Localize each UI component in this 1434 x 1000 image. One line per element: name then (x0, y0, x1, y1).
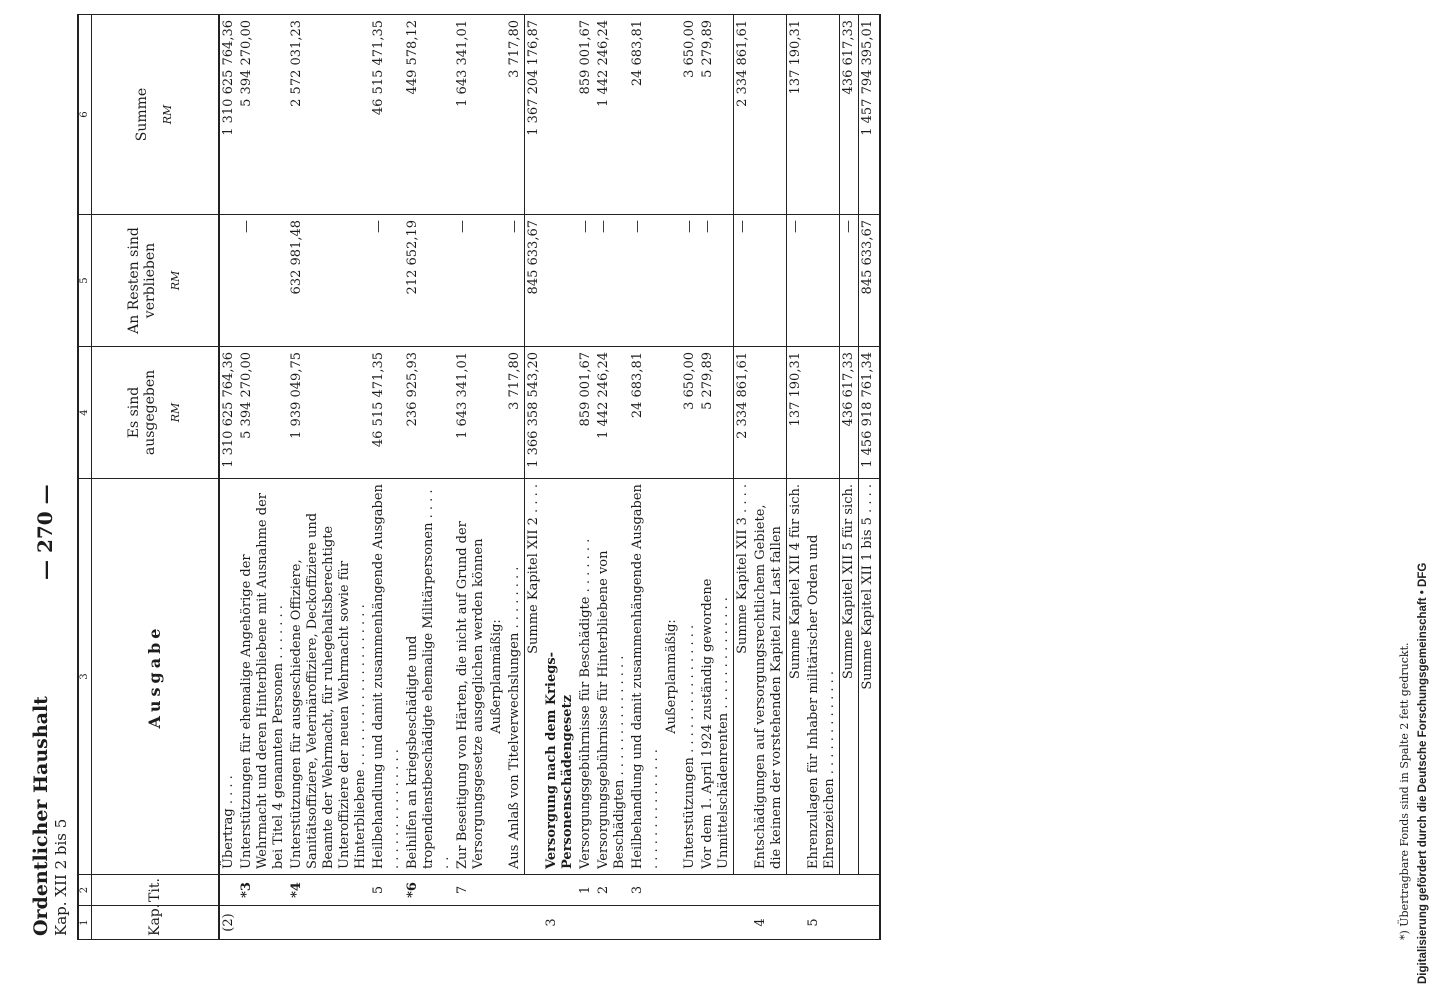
header-ausgabe (92, 479, 220, 875)
tit-cell (859, 875, 881, 906)
tit-cell: *3 (238, 875, 288, 906)
spent-cell: 46 515 471,35 (370, 347, 404, 479)
total-cell: 859 001,67 (577, 15, 595, 215)
description-cell: Außerplanmäßig: (663, 479, 681, 875)
table-row (577, 15, 595, 940)
spent-cell (805, 347, 840, 479)
remaining-cell: — (577, 215, 595, 347)
tit-cell (681, 875, 699, 906)
spent-cell: 1 442 246,24 (595, 347, 629, 479)
tit-cell (787, 875, 806, 906)
total-cell: 449 578,12 (404, 15, 454, 215)
colnum-5: 5 (78, 215, 92, 347)
kap-cell (370, 906, 404, 940)
kap-cell (859, 906, 881, 940)
spent-cell: 5 394 270,00 (238, 347, 288, 479)
header-resten-label: An Resten sind verblieben (126, 227, 158, 334)
table-row (454, 15, 488, 940)
table-row (219, 15, 238, 940)
tit-cell (488, 875, 506, 906)
kap-cell (595, 906, 629, 940)
spent-cell (488, 347, 506, 479)
header-resten (92, 215, 220, 347)
colnum-2: 2 (78, 875, 92, 906)
spent-cell: 1 366 358 543,20 (525, 347, 544, 479)
tit-cell (506, 875, 525, 906)
tit-cell: *4 (288, 875, 370, 906)
header-ausgegeben (92, 347, 220, 479)
kap-cell (288, 906, 370, 940)
spent-cell: 1 643 341,01 (454, 347, 488, 479)
remaining-cell: 845 633,67 (525, 215, 544, 347)
tit-cell (752, 875, 787, 906)
colnum-6: 6 (78, 15, 92, 215)
remaining-cell: — (370, 215, 404, 347)
sum-row (525, 15, 544, 940)
description-cell: Summe Kapitel XII 1 bis 5 . . . . (859, 479, 881, 875)
dfg-side-svg (1412, 6, 1432, 991)
tit-cell (734, 875, 753, 906)
chapter-range: Kap. XII 2 bis 5 (52, 818, 70, 936)
unit-label: RM (169, 402, 182, 423)
table-row (752, 15, 787, 940)
total-cell: 1 442 246,24 (595, 15, 629, 215)
remaining-cell (543, 215, 577, 347)
total-cell (752, 15, 787, 215)
tit-cell: 2 (595, 875, 629, 906)
description-cell: Versorgungsgebührnisse für Beschädigte . . . . . . . (577, 479, 595, 875)
table-row (681, 15, 699, 940)
dfg-side-text (1412, 6, 1432, 991)
kap-cell: 5 (805, 906, 840, 940)
remaining-cell: — (506, 215, 525, 347)
total-cell: 5 394 270,00 (238, 15, 288, 215)
header-summe-label: Summe (134, 87, 150, 142)
total-cell (663, 15, 681, 215)
colnum-4: 4 (78, 347, 92, 479)
description-cell: Heilbehandlung und damit zusammenhängende Ausgaben . . . . . . . . . . . . . . . (370, 479, 404, 875)
table-row (488, 15, 506, 940)
header-ausgegeben-label: Es sind ausgegeben (126, 369, 158, 456)
total-cell (488, 15, 506, 215)
page-number: — 270 — (33, 484, 57, 580)
remaining-cell: — (681, 215, 699, 347)
kap-cell (629, 906, 663, 940)
table-row (595, 15, 629, 940)
table-row (663, 15, 681, 940)
spent-cell: 137 190,31 (787, 347, 806, 479)
table-row (370, 15, 404, 940)
budget-title: Ordentlicher Haushalt (30, 696, 52, 936)
kap-cell (506, 906, 525, 940)
header-summe (92, 15, 220, 215)
colnum-3: 3 (78, 479, 92, 875)
spent-cell (663, 347, 681, 479)
remaining-cell: — (699, 215, 734, 347)
remaining-cell: — (454, 215, 488, 347)
unit-label: RM (161, 104, 174, 125)
description-cell: Beihilfen an kriegsbeschädigte und tropendienstbeschädigte ehemalige Militärpersonen . . . . . . (404, 479, 454, 875)
sum-row (840, 15, 859, 940)
spent-cell: 1 456 918 761,34 (859, 347, 881, 479)
table-row (506, 15, 525, 940)
total-cell: 1 310 625 764,36 (219, 15, 238, 215)
description-cell: Übertrag . . . . (219, 479, 238, 875)
total-cell: 5 279,89 (699, 15, 734, 215)
description-cell: Entschädigungen auf versorgungsrechtlichem Gebiete, die keinem der vorstehenden Kapitel zur Last fallen (752, 479, 787, 875)
kap-cell (577, 906, 595, 940)
footnote: *) Übertragbare Fonds sind in Spalte 2 fett gedruckt. (1398, 642, 1411, 940)
spent-cell: 436 617,33 (840, 347, 859, 479)
description-cell: Summe Kapitel XII 4 für sich. (787, 479, 806, 875)
column-number-row (78, 15, 92, 940)
dfg-side-label: Digitalisierung gefördert durch die Deutsche Forschungsgemeinschaft • DFG (1417, 562, 1429, 984)
header-ausgabe-label: Ausgabe (144, 624, 164, 729)
table-row (288, 15, 370, 940)
total-cell: 2 572 031,23 (288, 15, 370, 215)
kap-cell (663, 906, 681, 940)
remaining-cell (805, 215, 840, 347)
tit-cell: 7 (454, 875, 488, 906)
description-cell: Summe Kapitel XII 3 . . . . (734, 479, 753, 875)
description-cell: Außerplanmäßig: (488, 479, 506, 875)
description-cell: Vor dem 1. April 1924 zuständig gewordene Unmittelschädenrenten . . . . . . . . . . . . . . (699, 479, 734, 875)
spent-cell: 3 650,00 (681, 347, 699, 479)
remaining-cell: 212 652,19 (404, 215, 454, 347)
spent-cell: 1 310 625 764,36 (219, 347, 238, 479)
spent-cell (752, 347, 787, 479)
spent-cell: 3 717,80 (506, 347, 525, 479)
tit-cell (525, 875, 544, 906)
remaining-cell: — (840, 215, 859, 347)
remaining-cell (663, 215, 681, 347)
remaining-cell: 845 633,67 (859, 215, 881, 347)
remaining-cell: — (787, 215, 806, 347)
header-kap: Kap. (92, 906, 220, 940)
table-row (238, 15, 288, 940)
spent-cell: 1 939 049,75 (288, 347, 370, 479)
remaining-cell: — (595, 215, 629, 347)
kap-cell (681, 906, 699, 940)
kap-cell (488, 906, 506, 940)
kap-cell (840, 906, 859, 940)
sum-row (734, 15, 753, 940)
kap-cell (734, 906, 753, 940)
spent-cell: 2 334 861,61 (734, 347, 753, 479)
remaining-cell: — (238, 215, 288, 347)
remaining-cell (219, 215, 238, 347)
colnum-1: 1 (78, 906, 92, 940)
expenditure-table (77, 14, 881, 940)
kap-cell (238, 906, 288, 940)
total-cell: 1 457 794 395,01 (859, 15, 881, 215)
description-cell: Versorgung nach dem Kriegs-Personenschädengesetz (543, 479, 577, 875)
spent-cell: 236 925,93 (404, 347, 454, 479)
kap-cell (454, 906, 488, 940)
kap-cell: (2) (219, 906, 238, 940)
total-cell: 137 190,31 (787, 15, 806, 215)
sum-row (787, 15, 806, 940)
total-cell: 2 334 861,61 (734, 15, 753, 215)
description-cell: Aus Anlaß von Titelverwechslungen . . . . . . . . (506, 479, 525, 875)
total-cell: 3 650,00 (681, 15, 699, 215)
description-cell: Unterstützungen für ausgeschiedene Offiziere, Sanitätsoffiziere, Veterinäroffiziere, Deckoffiziere und Beamte der Wehrmacht, für ruhegehaltsberechtigte Unteroffiziere der neuen Wehrmacht sowie für Hinterbliebene . . . . . . . . . . . . . . . . . . . . (288, 479, 370, 875)
description-cell: Versorgungsgebührnisse für Hinterbliebene von Beschädigten . . . . . . . . . . . . . . . (595, 479, 629, 875)
table-row (629, 15, 663, 940)
spent-cell: 859 001,67 (577, 347, 595, 479)
tit-cell (543, 875, 577, 906)
total-cell: 1 643 341,01 (454, 15, 488, 215)
kap-cell (699, 906, 734, 940)
total-cell: 3 717,80 (506, 15, 525, 215)
description-cell: Unterstützungen für ehemalige Angehörige der Wehrmacht und deren Hinterbliebene mit Ausnahme der bei Titel 4 genannten Personen . . . . . . . (238, 479, 288, 875)
tit-cell (219, 875, 238, 906)
kap-cell (404, 906, 454, 940)
tit-cell (663, 875, 681, 906)
column-header-row (92, 15, 220, 940)
total-cell (805, 15, 840, 215)
spent-cell: 24 683,81 (629, 347, 663, 479)
description-cell: Summe Kapitel XII 2 . . . . (525, 479, 544, 875)
tit-cell (699, 875, 734, 906)
description-cell: Ehrenzulagen für Inhaber militärischer Orden und Ehrenzeichen . . . . . . . . . . . . . (805, 479, 840, 875)
kap-cell: 3 (543, 906, 577, 940)
remaining-cell: — (629, 215, 663, 347)
total-cell: 1 367 204 176,87 (525, 15, 544, 215)
tit-cell: 5 (370, 875, 404, 906)
unit-label: RM (169, 270, 182, 291)
table-body (219, 15, 880, 940)
kap-cell: 4 (752, 906, 787, 940)
spent-cell: 5 279,89 (699, 347, 734, 479)
description-cell: Zur Beseitigung von Härten, die nicht auf Grund der Versorgungsgesetze ausgeglichen werden können (454, 479, 488, 875)
sum-row (859, 15, 881, 940)
spent-cell (543, 347, 577, 479)
remaining-cell: — (734, 215, 753, 347)
tit-cell: 1 (577, 875, 595, 906)
tit-cell (840, 875, 859, 906)
total-cell: 436 617,33 (840, 15, 859, 215)
tit-cell (805, 875, 840, 906)
header-tit: Tit. (92, 875, 220, 906)
description-cell: Heilbehandlung und damit zusammenhängende Ausgaben . . . . . . . . . . . . . . . (629, 479, 663, 875)
description-cell: Unterstützungen . . . . . . . . . . . . . . . . (681, 479, 699, 875)
table-row (543, 15, 577, 940)
remaining-cell (488, 215, 506, 347)
table-row (404, 15, 454, 940)
description-cell: Summe Kapitel XII 5 für sich. (840, 479, 859, 875)
kap-cell (525, 906, 544, 940)
table-row (805, 15, 840, 940)
remaining-cell: 632 981,48 (288, 215, 370, 347)
total-cell: 24 683,81 (629, 15, 663, 215)
total-cell (543, 15, 577, 215)
total-cell: 46 515 471,35 (370, 15, 404, 215)
table-row (699, 15, 734, 940)
kap-cell (787, 906, 806, 940)
tit-cell: 3 (629, 875, 663, 906)
remaining-cell (752, 215, 787, 347)
tit-cell: *6 (404, 875, 454, 906)
